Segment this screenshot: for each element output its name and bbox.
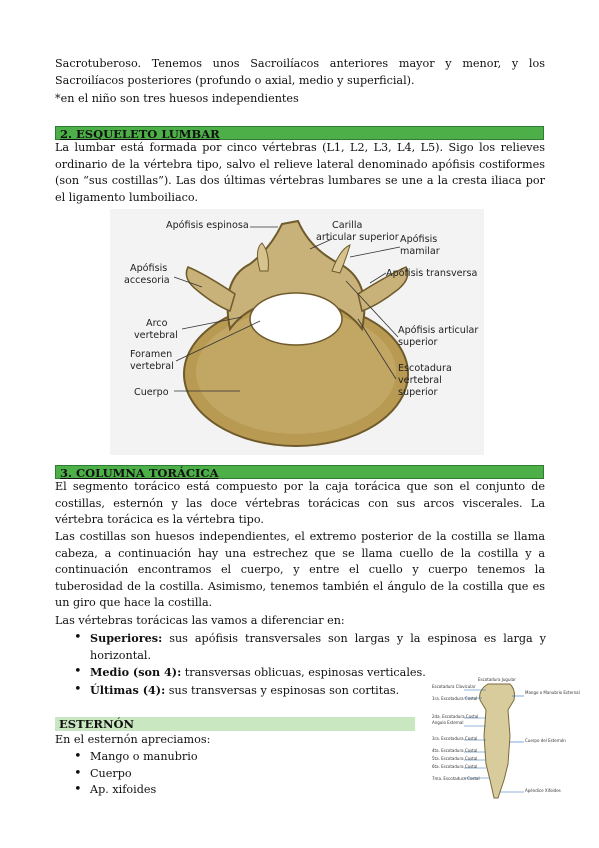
label-arco-1: Arco: [146, 318, 168, 329]
label-foramen-2: vertebral: [130, 361, 174, 372]
intro-paragraph: Sacrotuberoso. Tenemos unos Sacroilíacos anteriores mayor y menor, y los Sacroilíacos posteriores (profundo o axial, medio y superficial).: [55, 57, 545, 87]
sternum-label-6ta: 6ta. Escotadura Costal: [432, 764, 478, 769]
label-escotadura-3: superior: [398, 387, 438, 398]
list-item: • Medio (son 4): transversas oblicuas, espinosas verticales.: [70, 664, 546, 682]
section-heading-lumbar: 2. ESQUELETO LUMBAR: [55, 126, 544, 140]
esternon-intro: En el esternón apreciamos:: [55, 733, 211, 746]
esternon-list: [70, 749, 370, 799]
label-escotadura-2: vertebral: [398, 375, 442, 386]
section-heading-toracica: 3. COLUMNA TORÁCICA: [55, 465, 544, 479]
label-foramen-1: Foramen: [130, 349, 173, 360]
sternum-label-mango: Mango o Manubrio Esternal: [525, 690, 580, 695]
foramen-shape: [250, 293, 342, 345]
sternum-label-3ra: 3ra. Escotadura Costal: [432, 736, 478, 741]
label-escotadura-1: Escotadura: [398, 363, 452, 374]
sternum-shape: [480, 684, 515, 798]
sternum-label-clavicular: Escotadura Clavicular: [432, 684, 476, 689]
label-arco-2: vertebral: [134, 330, 178, 341]
section-heading-esternon: ESTERNÓN: [55, 717, 415, 731]
label-apofisis-espinosa: Apófisis espinosa: [166, 220, 249, 231]
sternum-label-angulo: Angulo Esternal: [432, 720, 464, 725]
list-item: • Últimas (4): sus transversas y espinosas son cortitas.: [70, 682, 546, 700]
label-carilla-1: Carilla: [332, 220, 363, 231]
list-item: • Cuerpo: [70, 766, 370, 783]
label-accesoria-2: accesoria: [124, 275, 170, 286]
lumbar-vertebra-figure: [110, 209, 484, 455]
label-apofisis-transversa: Apófisis transversa: [386, 268, 478, 279]
label-mamilar-2: mamilar: [400, 246, 440, 257]
label-mamilar-1: Apófisis: [400, 234, 438, 245]
label-articular-superior-1: Apófisis articular: [398, 325, 479, 336]
sternum-label-7ma: 7ma. Escotadura Costal: [432, 776, 480, 781]
sternum-label-4ta: 4ta. Escotadura Costal: [432, 748, 478, 753]
toracica-paragraph-2: Las costillas son huesos independientes, el extremo posterior de la costilla se llama cabeza, a continuación hay una estrechez que se llama cuello de la costilla y a continuación encontramos el cuerpo, y entre el cuello y cuerpo tenemos la tuberosidad de la costilla. Asimismo, tenemos también el ángulo de la costilla que es un giro que hace la costilla.: [55, 530, 545, 610]
label-cuerpo: Cuerpo: [134, 387, 169, 398]
label-accesoria-1: Apófisis: [130, 263, 168, 274]
lumbar-paragraph: La lumbar está formada por cinco vértebras (L1, L2, L3, L4, L5). Sigo los relieves ordinario de la vértebra tipo, salvo el relieve lateral denominado apófisis costiformes (son “sus costillas”). Las dos últimas vértebras lumbares se une a la cresta iliaca por el ligamento lumboiliaco.: [55, 141, 545, 204]
sternum-label-cuerpo: Cuerpo del Esternón: [525, 738, 566, 743]
list-item: • Superiores: sus apófisis transversales son largas y la espinosa es larga y horizontal.: [70, 630, 546, 664]
toracica-paragraph-3: Las vértebras torácicas las vamos a diferenciar en:: [55, 614, 345, 627]
sternum-label-2da: 2da. Escotadura Costal: [432, 714, 479, 719]
sternum-label-jugular: Escotadura Jugular: [478, 677, 516, 682]
sternum-figure: [424, 676, 580, 806]
label-carilla-2: articular superior: [316, 232, 399, 243]
sternum-label-1ra: 1ra. Escotadura Costal: [432, 696, 478, 701]
sternum-label-5ta: 5ta. Escotadura Costal: [432, 756, 478, 761]
sternum-label-xifoides: Apéndice Xifoides: [525, 788, 561, 793]
toracica-paragraph-1: El segmento torácico está compuesto por la caja torácica que son el conjunto de costillas, esternón y las doce vértebras torácicas con sus arcos viscerales. La vértebra torácica es la vértebra tipo.: [55, 480, 545, 527]
list-item: • Mango o manubrio: [70, 749, 370, 766]
intro-note: *en el niño son tres huesos independientes: [55, 92, 299, 105]
list-item: • Ap. xifoides: [70, 782, 370, 799]
label-articular-superior-2: superior: [398, 337, 438, 348]
